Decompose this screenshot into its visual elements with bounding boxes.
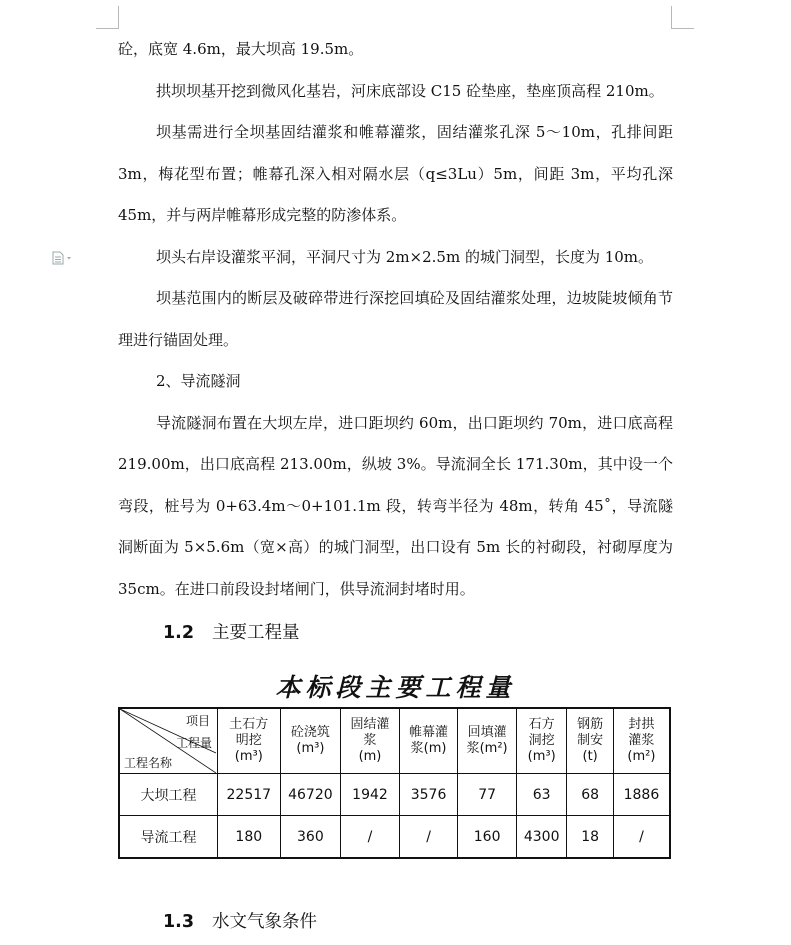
- table-row: [119, 816, 670, 859]
- paragraph: 砼，底宽 4.6m，最大坝高 19.5m。: [118, 40, 364, 58]
- column-header: 砼浇筑 (m³): [280, 708, 341, 774]
- corner-label-top: 项目: [185, 714, 210, 728]
- quantity-table: [118, 707, 671, 859]
- corner-cell: [119, 708, 217, 774]
- column-header: 固结灌 浆 (m): [341, 708, 400, 774]
- row-name: 导流工程: [119, 816, 217, 859]
- table-cell: 160: [458, 816, 517, 859]
- table-cell: 46720: [280, 774, 341, 816]
- section-number: 1.3: [163, 912, 195, 932]
- column-header: 封拱 灌浆 (m²): [613, 708, 670, 774]
- table-cell: 63: [516, 774, 567, 816]
- paragraph: 坝基需进行全坝基固结灌浆和帷幕灌浆，固结灌浆孔深 5～10m，孔排间距 3m，梅花型布置；帷幕孔深入相对隔水层（q≤3Lu）5m，间距 3m，平均孔深 45m，并与两岸帷幕形成完整的防渗体系。: [118, 123, 673, 224]
- column-header: 回填灌 浆(m²): [458, 708, 517, 774]
- body-text: [118, 29, 673, 610]
- corner-label-middle: 工程量: [175, 736, 212, 750]
- section-title: 水文气象条件: [212, 912, 318, 932]
- table-cell: /: [399, 816, 458, 859]
- table-cell: 1886: [613, 774, 670, 816]
- table-cell: 180: [217, 816, 280, 859]
- document-outline-icon[interactable]: [52, 250, 74, 264]
- section-heading-1-2: [163, 619, 300, 644]
- column-header: 石方 洞挖 (m³): [516, 708, 567, 774]
- table-cell: 1942: [341, 774, 400, 816]
- table-cell: 4300: [516, 816, 567, 859]
- paragraph: 坝基范围内的断层及破碎带进行深挖回填砼及固结灌浆处理，边坡陡坡倾角节理进行锚固处理。: [118, 289, 673, 349]
- row-name: 大坝工程: [119, 774, 217, 816]
- paragraph: 坝头右岸设灌浆平洞，平洞尺寸为 2m×2.5m 的城门洞型，长度为 10m。: [156, 247, 654, 266]
- table-cell: 360: [280, 816, 341, 859]
- table-title: 本标段主要工程量: [275, 673, 516, 702]
- section-heading-1-3: [163, 908, 317, 933]
- column-header: 钢筋 制安 (t): [567, 708, 613, 774]
- section-title: 主要工程量: [212, 623, 300, 643]
- table-cell: /: [613, 816, 670, 859]
- table-cell: 77: [458, 774, 517, 816]
- table-cell: 18: [567, 816, 613, 859]
- section-number: 1.2: [163, 623, 195, 643]
- table-header-row: [119, 708, 670, 774]
- table-row: [119, 774, 670, 816]
- subheading: 2、导流隧洞: [156, 372, 241, 390]
- crop-mark-top-right: [671, 6, 694, 29]
- column-header: 帷幕灌 浆(m): [399, 708, 458, 774]
- corner-label-bottom: 工程名称: [124, 756, 173, 770]
- column-header: 土石方 明挖 (m³): [217, 708, 280, 774]
- table-cell: /: [341, 816, 400, 859]
- table-cell: 3576: [399, 774, 458, 816]
- crop-mark-top-left: [96, 6, 119, 29]
- table-cell: 22517: [217, 774, 280, 816]
- paragraph: 拱坝坝基开挖到微风化基岩，河床底部设 C15 砼垫座，垫座顶高程 210m。: [156, 81, 664, 100]
- table-cell: 68: [567, 774, 613, 816]
- paragraph: 导流隧洞布置在大坝左岸，进口距坝约 60m，出口距坝约 70m，进口底高程 219.00m，出口底高程 213.00m，纵坡 3%。导流洞全长 171.30m，其中设一个弯段，桩号为 0+63.4m～0+101.1m 段，转弯半径为 48m，转角 45˚，导流隧洞断面为 5×5.6m（宽×高）的城门洞型，出口设有 5m 长的衬砌段，衬砌厚度为 35cm。在进口前段设封堵闸门，供导流洞封堵时用。: [118, 413, 673, 598]
